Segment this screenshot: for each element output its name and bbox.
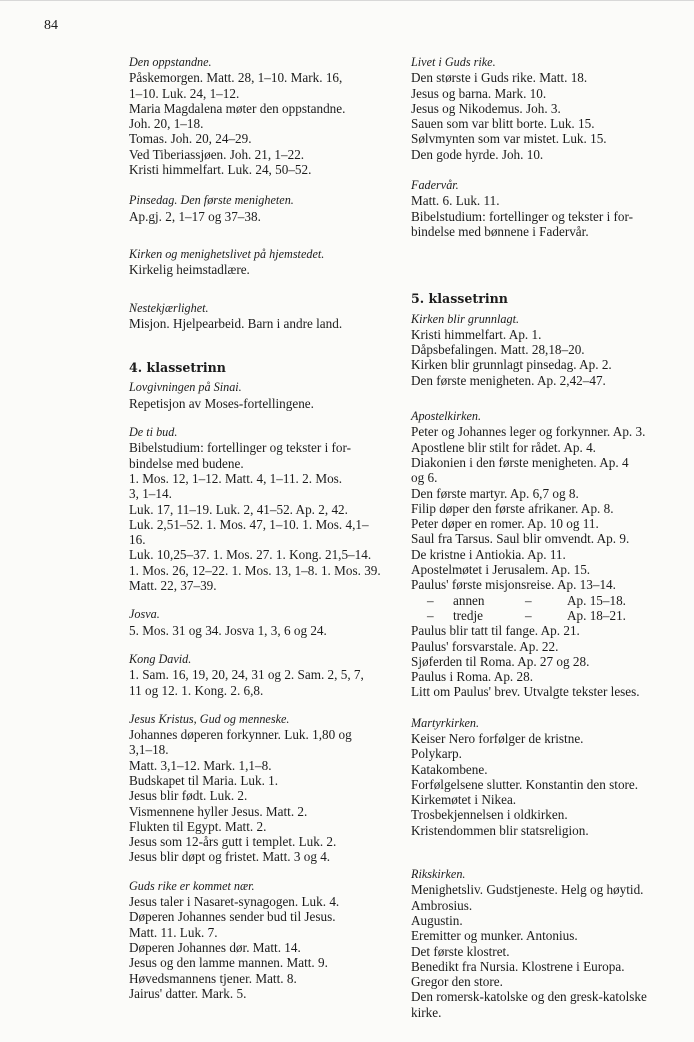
text-line: Kristendommen blir statsreligion. (411, 822, 589, 838)
text-line: Luk. 10,25–37. 1. Mos. 27. 1. Kong. 21,5–14. (129, 547, 372, 563)
text-line: 1–10. Luk. 24, 1–12. (129, 85, 240, 101)
text-line: Filip døper den første afrikaner. Ap. 8. (411, 500, 614, 516)
text-line: Døperen Johannes sender bud til Jesus. (129, 909, 336, 925)
row-word: annen (453, 592, 485, 608)
text-line: Sjøferden til Roma. Ap. 27 og 28. (411, 653, 590, 669)
text-line: Gregor den store. (411, 974, 503, 990)
text-line: Kirken blir grunnlagt pinsedag. Ap. 2. (411, 357, 612, 373)
section-rikskirken (411, 867, 666, 1020)
section-heading: Kirken og menighetslivet på hjemstedet. (129, 246, 325, 261)
left-column (129, 55, 385, 1001)
grade-title: 4. klassetrinn (129, 360, 226, 376)
section-heading: Kong David. (129, 651, 192, 666)
text-line: 3, 1–14. (129, 486, 172, 502)
text-line: Matt. 6. Luk. 11. (411, 193, 500, 209)
text-line: Jesus blir døpt og fristet. Matt. 3 og 4. (129, 849, 331, 865)
dash: – (427, 592, 434, 608)
section-heading: Pinsedag. Den første menigheten. (129, 193, 294, 208)
section-kirken-blir-grunnlagt (411, 312, 666, 388)
text-line: Paulus i Roma. Ap. 28. (411, 669, 533, 685)
text-line: Paulus' forsvarstale. Ap. 22. (411, 638, 559, 654)
text-line: Jesus og barna. Mark. 10. (411, 85, 547, 101)
text-line: Kirkelig heimstadlære. (129, 262, 250, 278)
text-line: Det første klostret. (411, 943, 510, 959)
section-kong-david (129, 652, 385, 698)
grade-title: 5. klassetrinn (411, 291, 508, 307)
section-jesus-kristus (129, 712, 385, 865)
text-line: De kristne i Antiokia. Ap. 11. (411, 546, 566, 562)
text-line: Dåpsbefalingen. Matt. 28,18–20. (411, 342, 585, 358)
text-line: Jesus og Nikodemus. Joh. 3. (411, 100, 561, 116)
text-line: Ambrosius. (411, 897, 473, 913)
text-line: Jesus og den lamme mannen. Matt. 9. (129, 955, 328, 971)
section-heading: Kirken blir grunnlagt. (411, 311, 519, 326)
section-fadervar (411, 178, 666, 239)
text-line: Jesus taler i Nasaret-synagogen. Luk. 4. (129, 894, 340, 910)
section-heading: De ti bud. (129, 425, 178, 440)
text-line: Luk. 2,51–52. 1. Mos. 47, 1–10. 1. Mos. 4,1– (129, 516, 369, 532)
dash: – (525, 592, 532, 608)
text-line: Budskapet til Maria. Luk. 1. (129, 772, 279, 788)
section-guds-rike-er-kommet (129, 879, 385, 1001)
paulus-row (411, 608, 666, 623)
text-line: Jesus som 12-års gutt i templet. Luk. 2. (129, 834, 337, 850)
section-heading: Jesus Kristus, Gud og menneske. (129, 711, 290, 726)
text-line: 1. Mos. 12, 1–12. Matt. 4, 1–11. 2. Mos. (129, 470, 343, 486)
row-word: tredje (453, 607, 484, 623)
text-line: Matt. 22, 37–39. (129, 578, 217, 594)
section-heading: Apostelkirken. (411, 409, 482, 424)
section-den-oppstandne (129, 55, 385, 177)
text-line: Apostelmøtet i Jerusalem. Ap. 15. (411, 562, 591, 578)
text-line: Tomas. Joh. 20, 24–29. (129, 131, 252, 147)
text-line: Misjon. Hjelpearbeid. Barn i andre land. (129, 315, 343, 331)
grade-heading-4 (129, 360, 385, 375)
text-line: Paulus blir tatt til fange. Ap. 21. (411, 623, 580, 639)
text-line: Benedikt fra Nursia. Klostrene i Europa. (411, 958, 625, 974)
text-line: Diakonien i den første menigheten. Ap. 4 (411, 454, 629, 470)
text-line: Kristi himmelfart. Ap. 1. (411, 326, 542, 342)
section-heading: Rikskirken. (411, 867, 466, 882)
text-line: Maria Magdalena møter den oppstandne. (129, 100, 346, 116)
text-line: Repetisjon av Moses-fortellingene. (129, 395, 314, 411)
top-rule (0, 0, 694, 1)
text-line: Katakombene. (411, 761, 488, 777)
text-line: Den gode hyrde. Joh. 10. (411, 146, 544, 162)
text-line: Ved Tiberiassjøen. Joh. 21, 1–22. (129, 146, 305, 162)
text-line: 5. Mos. 31 og 34. Josva 1, 3, 6 og 24. (129, 622, 327, 638)
section-lovgivningen (129, 380, 385, 411)
text-line: Flukten til Egypt. Matt. 2. (129, 818, 267, 834)
section-pinsedag (129, 193, 385, 224)
text-line: Menighetsliv. Gudstjeneste. Helg og høytid. (411, 882, 644, 898)
text-line: Joh. 20, 1–18. (129, 116, 204, 132)
text-line: bindelse med bønnene i Fadervår. (411, 223, 589, 239)
text-line: 1. Sam. 16, 19, 20, 24, 31 og 2. Sam. 2, 5, 7, (129, 667, 364, 683)
text-line: Kristi himmelfart. Luk. 24, 50–52. (129, 162, 312, 178)
text-line: Keiser Nero forfølger de kristne. (411, 730, 584, 746)
section-heading: Fadervår. (411, 178, 459, 193)
text-line: Kirkemøtet i Nikea. (411, 792, 517, 808)
text-line: Peter og Johannes leger og forkynner. Ap. 3. (411, 424, 646, 440)
section-heading: Josva. (129, 607, 160, 622)
row-ref: Ap. 18–21. (567, 607, 626, 623)
section-heading: Martyrkirken. (411, 715, 480, 730)
text-line: Forfølgelsene slutter. Konstantin den store. (411, 776, 639, 792)
text-line: 11 og 12. 1. Kong. 2. 6,8. (129, 682, 264, 698)
dash: – (525, 607, 532, 623)
section-heading: Nestekjærlighet. (129, 300, 209, 315)
section-martyrkirken (411, 716, 666, 838)
text-line: Luk. 17, 11–19. Luk. 2, 41–52. Ap. 2, 42. (129, 501, 348, 517)
section-heading: Livet i Guds rike. (411, 55, 496, 69)
text-line: Saul fra Tarsus. Saul blir omvendt. Ap. 9. (411, 531, 630, 547)
section-de-ti-bud (129, 425, 385, 593)
text-line: Jesus blir født. Luk. 2. (129, 788, 248, 804)
text-line: Augustin. (411, 912, 463, 928)
section-apostelkirken (411, 409, 666, 700)
dash: – (427, 607, 434, 623)
text-line: Apostlene blir stilt for rådet. Ap. 4. (411, 439, 596, 455)
text-line: Matt. 3,1–12. Mark. 1,1–8. (129, 757, 272, 773)
text-line: Paulus' første misjonsreise. Ap. 13–14. (411, 577, 616, 593)
text-line: og 6. (411, 470, 438, 486)
text-line: Den første martyr. Ap. 6,7 og 8. (411, 485, 579, 501)
text-line: Matt. 11. Luk. 7. (129, 924, 218, 940)
text-line: Peter døper en romer. Ap. 10 og 11. (411, 516, 599, 532)
right-column (411, 55, 666, 1020)
text-line: kirke. (411, 1004, 442, 1020)
text-line: Eremitter og munker. Antonius. (411, 928, 578, 944)
section-kirken-og-menighetslivet (129, 247, 385, 278)
section-heading: Guds rike er kommet nær. (129, 878, 255, 893)
text-line: Jairus' datter. Mark. 5. (129, 985, 247, 1001)
text-line: Bibelstudium: fortellinger og tekster i for- (411, 208, 634, 224)
text-line: Bibelstudium: fortellinger og tekster i for- (129, 440, 352, 456)
section-livet-i-guds-rike (411, 55, 666, 162)
paulus-row (411, 593, 666, 608)
text-line: Døperen Johannes dør. Matt. 14. (129, 939, 301, 955)
text-line: Johannes døperen forkynner. Luk. 1,80 og (129, 727, 352, 743)
text-line: Trosbekjennelsen i oldkirken. (411, 807, 568, 823)
text-line: Polykarp. (411, 746, 462, 762)
section-josva (129, 607, 385, 638)
text-line: Sauen som var blitt borte. Luk. 15. (411, 116, 595, 132)
text-line: Vismennene hyller Jesus. Matt. 2. (129, 803, 308, 819)
text-line: Påskemorgen. Matt. 28, 1–10. Mark. 16, (129, 70, 343, 86)
section-heading: Lovgivningen på Sinai. (129, 380, 242, 395)
row-ref: Ap. 15–18. (567, 592, 626, 608)
text-line: 3,1–18. (129, 742, 169, 758)
grade-heading-5 (411, 291, 666, 306)
text-line: Litt om Paulus' brev. Utvalgte tekster leses. (411, 684, 640, 700)
text-line: 1. Mos. 26, 12–22. 1. Mos. 13, 1–8. 1. Mos. 39. (129, 562, 381, 578)
text-line: bindelse med budene. (129, 455, 244, 471)
text-line: Den romersk-katolske og den gresk-katolske (411, 989, 647, 1005)
page-number: 84 (44, 18, 58, 33)
text-line: 16. (129, 532, 146, 548)
text-line: Den største i Guds rike. Matt. 18. (411, 70, 588, 86)
text-line: Ap.gj. 2, 1–17 og 37–38. (129, 208, 261, 224)
text-line: Sølvmynten som var mistet. Luk. 15. (411, 131, 607, 147)
section-nestekjaerlighet (129, 301, 385, 332)
section-heading: Den oppstandne. (129, 55, 212, 69)
text-line: Den første menigheten. Ap. 2,42–47. (411, 372, 606, 388)
text-line: Høvedsmannens tjener. Matt. 8. (129, 970, 297, 986)
